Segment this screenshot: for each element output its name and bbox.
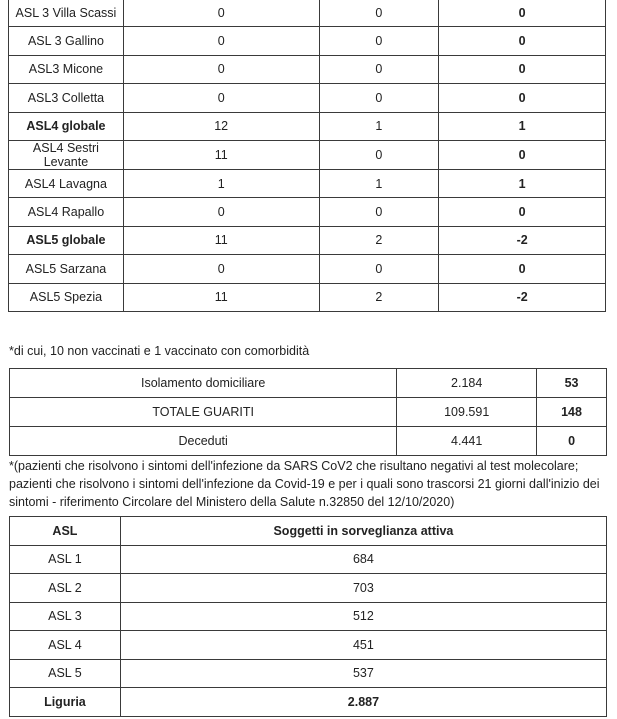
surveillance-value: 684	[120, 545, 606, 574]
summary-table	[9, 368, 607, 456]
summary-total: 109.591	[397, 398, 537, 427]
asl-cell: ASL 4	[10, 631, 121, 660]
surveillance-value: 512	[120, 602, 606, 631]
value-cell: 11	[123, 226, 319, 254]
asl-cases-table	[8, 0, 606, 312]
table-row	[9, 112, 606, 140]
table-row	[10, 659, 607, 688]
asl-name-cell: ASL 3 Gallino	[9, 27, 124, 55]
recovered-definition-footnote: *(pazienti che risolvono i sintomi dell'infezione da SARS CoV2 che risultano negativi al test molecolare; pazienti che risolvono i sintomi dell'infezione da Covid-19 e per i quali sono trascorsi 21 giorni dall'inizio dei sintomi - riferimento Circolare del Ministero della Salute n.32850 del 12/10/2020)	[9, 459, 600, 509]
asl-name-cell: ASL4 globale	[9, 112, 124, 140]
value-cell: 0	[319, 198, 439, 226]
delta-cell: 0	[439, 198, 606, 226]
table-row	[9, 198, 606, 226]
table-header-row	[10, 517, 607, 546]
table-row	[10, 545, 607, 574]
table-row	[9, 27, 606, 55]
value-cell: 0	[319, 55, 439, 83]
table-total-row	[10, 688, 607, 717]
summary-label: TOTALE GUARITI	[10, 398, 397, 427]
table-row	[9, 283, 606, 311]
table-row	[9, 140, 606, 169]
column-header-surveillance: Soggetti in sorveglianza attiva	[120, 517, 606, 546]
value-cell: 0	[123, 255, 319, 283]
summary-delta: 0	[537, 427, 607, 456]
value-cell: 1	[319, 169, 439, 197]
value-cell: 0	[123, 27, 319, 55]
summary-label: Isolamento domiciliare	[10, 369, 397, 398]
table-row	[10, 631, 607, 660]
table-row	[9, 255, 606, 283]
asl-name-cell: ASL5 Sarzana	[9, 255, 124, 283]
table-row	[9, 0, 606, 27]
asl-name-cell: ASL3 Micone	[9, 55, 124, 83]
value-cell: 11	[123, 283, 319, 311]
delta-cell: 0	[439, 84, 606, 112]
table-row	[10, 602, 607, 631]
delta-cell: 1	[439, 112, 606, 140]
asl-cell: Liguria	[10, 688, 121, 717]
asl-cell: ASL 1	[10, 545, 121, 574]
asl-cell: ASL 2	[10, 574, 121, 603]
delta-cell: 0	[439, 140, 606, 169]
value-cell: 0	[319, 0, 439, 27]
value-cell: 0	[319, 140, 439, 169]
delta-cell: 0	[439, 0, 606, 27]
delta-cell: 0	[439, 27, 606, 55]
column-header-asl: ASL	[10, 517, 121, 546]
delta-cell: 1	[439, 169, 606, 197]
table-row	[10, 369, 607, 398]
asl-name-cell: ASL3 Colletta	[9, 84, 124, 112]
summary-delta: 148	[537, 398, 607, 427]
surveillance-value: 703	[120, 574, 606, 603]
value-cell: 0	[123, 84, 319, 112]
value-cell: 2	[319, 283, 439, 311]
value-cell: 11	[123, 140, 319, 169]
summary-total: 2.184	[397, 369, 537, 398]
value-cell: 0	[123, 0, 319, 27]
asl-name-cell: ASL4 Sestri Levante	[9, 140, 124, 169]
surveillance-value: 537	[120, 659, 606, 688]
asl-name-cell: ASL4 Rapallo	[9, 198, 124, 226]
table-row	[9, 169, 606, 197]
value-cell: 1	[319, 112, 439, 140]
surveillance-value: 451	[120, 631, 606, 660]
asl-name-cell: ASL5 Spezia	[9, 283, 124, 311]
asl-cell: ASL 3	[10, 602, 121, 631]
delta-cell: 0	[439, 55, 606, 83]
value-cell: 2	[319, 226, 439, 254]
table-row	[9, 84, 606, 112]
value-cell: 1	[123, 169, 319, 197]
table-row	[10, 574, 607, 603]
delta-cell: -2	[439, 226, 606, 254]
table-row	[9, 55, 606, 83]
asl-name-cell: ASL5 globale	[9, 226, 124, 254]
surveillance-table	[9, 516, 607, 717]
asl-name-cell: ASL4 Lavagna	[9, 169, 124, 197]
table-row	[9, 226, 606, 254]
asl-name-cell: ASL 3 Villa Scassi	[9, 0, 124, 27]
value-cell: 0	[319, 84, 439, 112]
delta-cell: -2	[439, 283, 606, 311]
value-cell: 0	[123, 55, 319, 83]
value-cell: 0	[319, 255, 439, 283]
delta-cell: 0	[439, 255, 606, 283]
value-cell: 12	[123, 112, 319, 140]
summary-delta: 53	[537, 369, 607, 398]
value-cell: 0	[319, 27, 439, 55]
summary-label: Deceduti	[10, 427, 397, 456]
vaccination-footnote: *di cui, 10 non vaccinati e 1 vaccinato con comorbidità	[9, 344, 310, 358]
surveillance-value: 2.887	[120, 688, 606, 717]
table-row	[10, 427, 607, 456]
summary-total: 4.441	[397, 427, 537, 456]
asl-cell: ASL 5	[10, 659, 121, 688]
table-row	[10, 398, 607, 427]
value-cell: 0	[123, 198, 319, 226]
